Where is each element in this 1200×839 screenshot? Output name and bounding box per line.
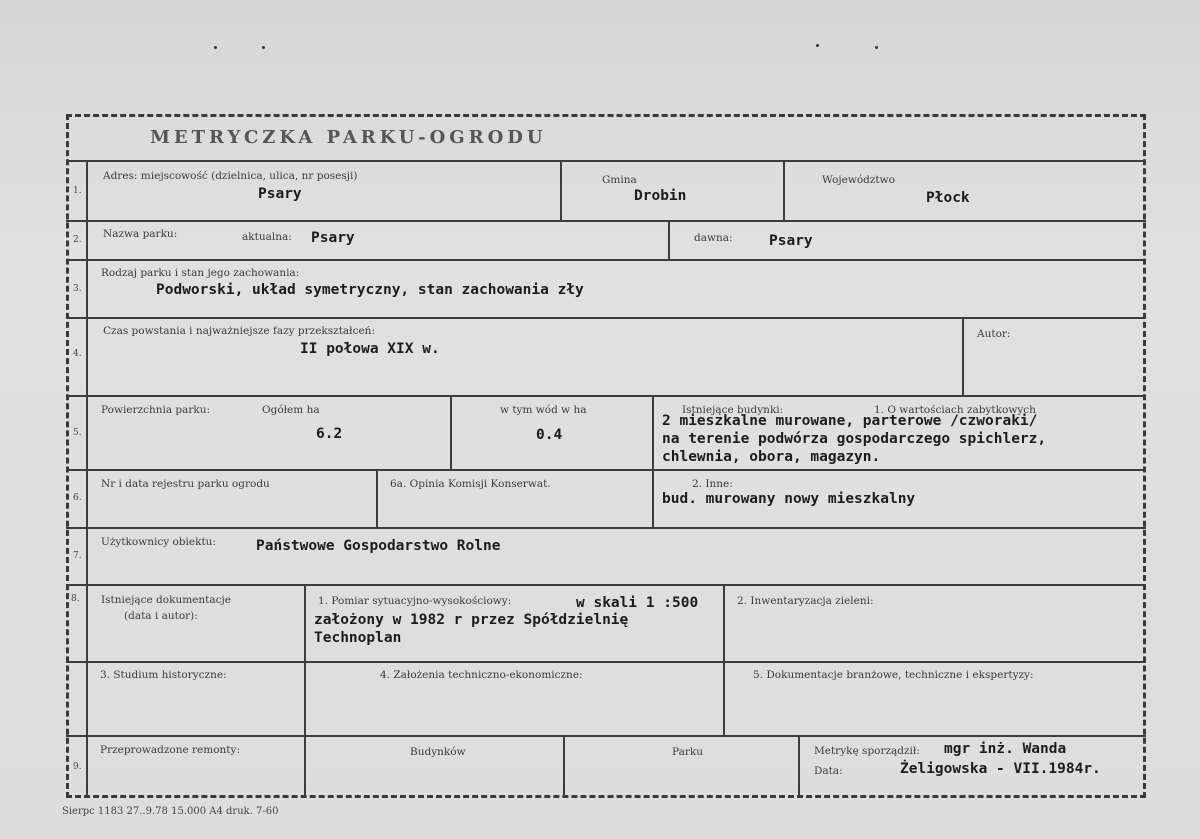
rule	[66, 395, 1146, 397]
form-frame	[66, 114, 1146, 798]
users-value: Państwowe Gospodarstwo Rolne	[256, 538, 501, 554]
row-number: 9.	[73, 762, 82, 772]
rule	[86, 160, 88, 798]
form-title: METRYCZKA PARKU-OGRODU	[150, 127, 547, 148]
rule	[783, 160, 785, 220]
prepared-by-value: mgr inż. Wanda	[944, 741, 1067, 757]
rule	[66, 469, 1146, 471]
rule	[66, 527, 1146, 529]
gmina-label: Gmina	[602, 174, 637, 186]
row-number: 6.	[73, 493, 82, 503]
opinion-label: 6a. Opinia Komisji Konserwat.	[390, 478, 551, 490]
rule	[66, 220, 1146, 222]
park-name-label: Nazwa parku:	[103, 228, 178, 240]
rule	[66, 584, 1146, 586]
rule	[376, 469, 378, 527]
park-type-label: Rodzaj parku i stan jego zachowania:	[101, 267, 300, 279]
voivodeship-value: Płock	[926, 190, 970, 206]
rule	[798, 735, 800, 798]
rule	[304, 584, 306, 798]
time-value: II połowa XIX w.	[300, 341, 440, 357]
speck	[262, 46, 265, 49]
former-name-value: Psary	[769, 233, 813, 249]
greenery-label: 2. Inwentaryzacja zieleni:	[737, 595, 874, 607]
total-area-label: Ogółem ha	[262, 404, 320, 416]
history-study-label: 3. Studium historyczne:	[100, 669, 227, 681]
former-name-label: dawna:	[694, 232, 733, 244]
gmina-value: Drobin	[634, 188, 687, 204]
row-number: 4.	[73, 349, 82, 359]
other-label: 2. Inne:	[692, 478, 733, 490]
address-label: Adres: miejscowość (dzielnica, ulica, nr posesji)	[103, 170, 358, 182]
water-area-value: 0.4	[536, 427, 563, 443]
water-area-label: w tym wód w ha	[500, 404, 587, 416]
buildings-line-1: 2 mieszkalne murowane, parterowe /czworaki/	[662, 413, 1038, 429]
buildings-line-2: na terenie podwórza gospodarczego spichlerz,	[662, 431, 1047, 447]
voivodeship-label: Województwo	[822, 174, 895, 186]
current-name-label: aktualna:	[242, 231, 292, 243]
area-label: Powierzchnia parku:	[101, 404, 211, 416]
speck	[214, 46, 217, 49]
register-label: Nr i data rejestru parku ogrodu	[101, 478, 270, 490]
author-label: Autor:	[977, 328, 1011, 340]
rule	[66, 160, 1146, 162]
prepared-by-label: Metrykę sporządził:	[814, 745, 920, 757]
rule	[560, 160, 562, 220]
rule	[66, 317, 1146, 319]
survey-label: 1. Pomiar sytuacyjno-wysokościowy:	[318, 595, 512, 607]
survey-line-2: Technoplan	[314, 630, 402, 646]
row-number: 3.	[73, 284, 82, 294]
current-name-value: Psary	[311, 230, 355, 246]
repairs-label: Przeprowadzone remonty:	[100, 744, 240, 756]
other-value: bud. murowany nowy mieszkalny	[662, 491, 916, 507]
rule	[66, 661, 1146, 663]
speck	[875, 46, 878, 49]
survey-scale: w skali 1 :500	[576, 595, 699, 611]
buildings-line-3: chlewnia, obora, magazyn.	[662, 449, 881, 465]
rule	[66, 735, 1146, 737]
row-number: 2.	[73, 235, 82, 245]
users-label: Użytkownicy obiektu:	[101, 536, 216, 548]
rule	[668, 220, 670, 259]
row-number: 7.	[73, 551, 82, 561]
park-repairs-label: Parku	[672, 746, 703, 758]
time-label: Czas powstania i najważniejsze fazy przekształceń:	[103, 325, 375, 337]
address-value: Psary	[258, 186, 302, 202]
survey-line-1: założony w 1982 r przez Spółdzielnię	[314, 612, 629, 628]
speck	[816, 44, 819, 47]
row-number: 8.	[71, 594, 80, 604]
total-area-value: 6.2	[316, 426, 343, 442]
date-value: Żeligowska - VII.1984r.	[900, 761, 1101, 777]
tech-econ-label: 4. Założenia techniczno-ekonomiczne:	[380, 669, 583, 681]
rule	[962, 317, 964, 395]
buildings-label: Istniejące budynki:	[682, 404, 784, 416]
rule	[450, 395, 452, 469]
rule	[66, 259, 1146, 261]
monuments-label: 1. O wartościach zabytkowych	[874, 404, 1036, 416]
branch-docs-label: 5. Dokumentacje branżowe, techniczne i ekspertyzy:	[753, 669, 1034, 681]
print-footer: Sierpc 1183 27..9.78 15.000 A4 druk. 7-60	[62, 806, 279, 817]
date-label: Data:	[814, 765, 843, 777]
docs-sub-label: (data i autor):	[124, 610, 198, 622]
docs-label: Istniejące dokumentacje	[101, 594, 231, 606]
rule	[723, 584, 725, 735]
row-number: 5.	[73, 428, 82, 438]
park-type-value: Podworski, układ symetryczny, stan zachowania zły	[156, 282, 584, 298]
row-number: 1.	[73, 186, 82, 196]
buildings-repairs-label: Budynków	[410, 746, 466, 758]
rule	[652, 395, 654, 527]
rule	[563, 735, 565, 798]
